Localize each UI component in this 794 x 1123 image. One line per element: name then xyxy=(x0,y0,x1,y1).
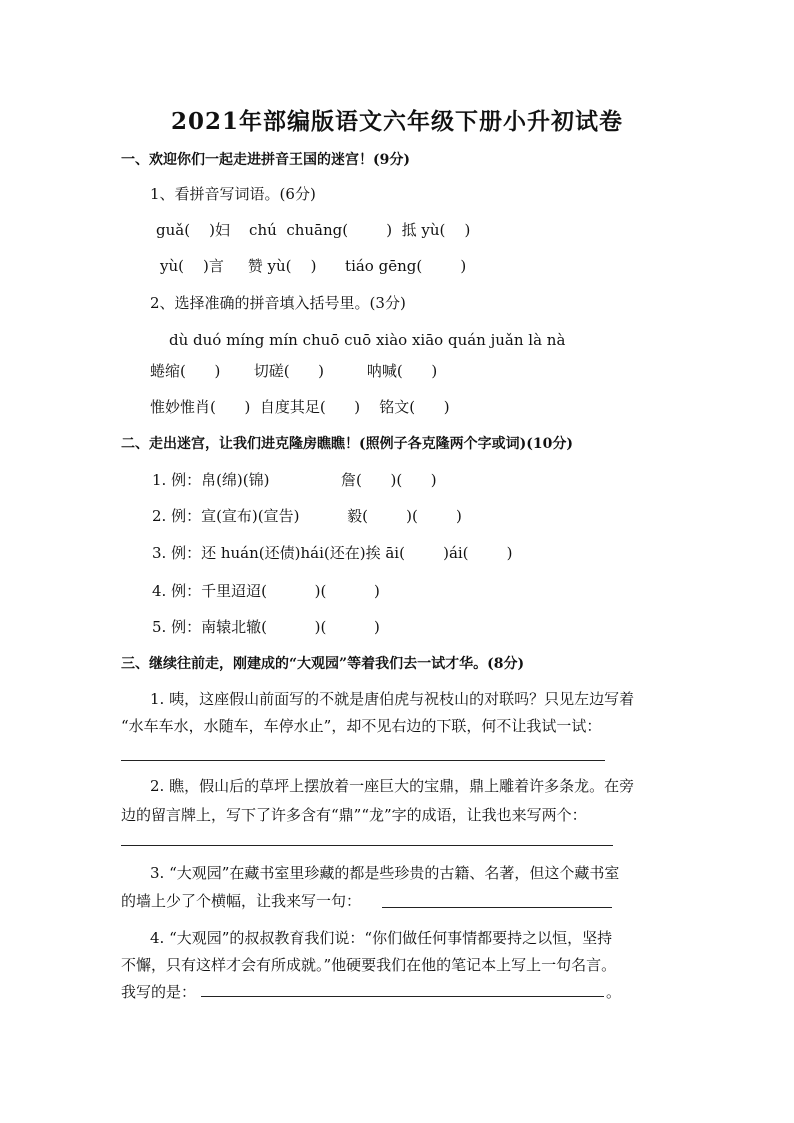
paragraph-4-line-3-prefix: 我写的是： xyxy=(121,983,197,1001)
paragraph-1-line-2: “水车车水，水随车，车停水止”，却不见右边的下联，何不让我试一试： xyxy=(121,717,602,735)
answer-line-2[interactable] xyxy=(121,845,613,846)
paragraph-4-line-1: 4. “大观园”的叔叔教育我们说：“你们做任何事情都要持之以恒，坚持 xyxy=(150,929,613,947)
paragraph-2-line-2: 边的留言牌上，写下了许多含有“鼎”“龙”字的成语，让我也来写两个： xyxy=(121,806,587,824)
pinyin-row-1: guǎ( )妇 chú chuāng( ) 抵 yù( ) xyxy=(156,221,471,239)
question-1-1: 1、看拼音写词语。(6分) xyxy=(150,185,316,203)
clone-item-1: 1. 例：帛(绵)(锦) 詹( )( ) xyxy=(152,471,437,489)
paragraph-3-line-1: 3. “大观园”在藏书室里珍藏的都是些珍贵的古籍、名著，但这个藏书室 xyxy=(150,864,620,882)
section-3-heading: 三、继续往前走，刚建成的“大观园”等着我们去一试才华。(8分) xyxy=(121,656,525,672)
word-row-2: 惟妙惟肖( ) 自度其足( ) 铭文( ) xyxy=(150,398,450,416)
page-title: 2021年部编版语文六年级下册小升初试卷 xyxy=(170,108,623,135)
paragraph-4-line-2: 不懈，只有这样才会有所成就。”他硬要我们在他的笔记本上写上一句名言。 xyxy=(121,956,617,974)
clone-item-2: 2. 例：宣(宣布)(宣告) 毅( )( ) xyxy=(152,507,462,525)
answer-line-1[interactable] xyxy=(121,760,605,761)
paragraph-4-line-3-suffix: 。 xyxy=(606,983,622,1001)
clone-item-5: 5. 例：南辕北辙( )( ) xyxy=(152,618,380,636)
answer-line-3[interactable] xyxy=(382,907,612,908)
pinyin-options: dù duó míng mín chuō cuō xiào xiāo quán juǎn là nà xyxy=(169,331,566,349)
section-2-heading: 二、走出迷宫，让我们进克隆房瞧瞧！(照例子各克隆两个字或词)(10分) xyxy=(121,436,573,452)
paragraph-2-line-1: 2. 瞧，假山后的草坪上摆放着一座巨大的宝鼎，鼎上雕着许多条龙。在旁 xyxy=(150,777,635,795)
pinyin-row-2: yù( )言 赞 yù( ) tiáo gēng( ) xyxy=(160,257,467,275)
section-1-heading: 一、欢迎你们一起走进拼音王国的迷宫！(9分) xyxy=(121,152,410,168)
answer-line-4[interactable] xyxy=(201,996,604,997)
word-row-1: 蜷缩( ) 切磋( ) 呐喊( ) xyxy=(150,362,438,380)
clone-item-4: 4. 例：千里迢迢( )( ) xyxy=(152,582,380,600)
paragraph-1-line-1: 1. 咦，这座假山前面写的不就是唐伯虎与祝枝山的对联吗？只见左边写着 xyxy=(150,690,635,708)
paragraph-3-line-2: 的墙上少了个横幅，让我来写一句： xyxy=(121,892,362,910)
question-1-2: 2、选择准确的拼音填入括号里。(3分) xyxy=(150,294,406,312)
clone-item-3: 3. 例：还 huán(还债)hái(还在)挨 āi( )ái( ) xyxy=(152,544,513,562)
